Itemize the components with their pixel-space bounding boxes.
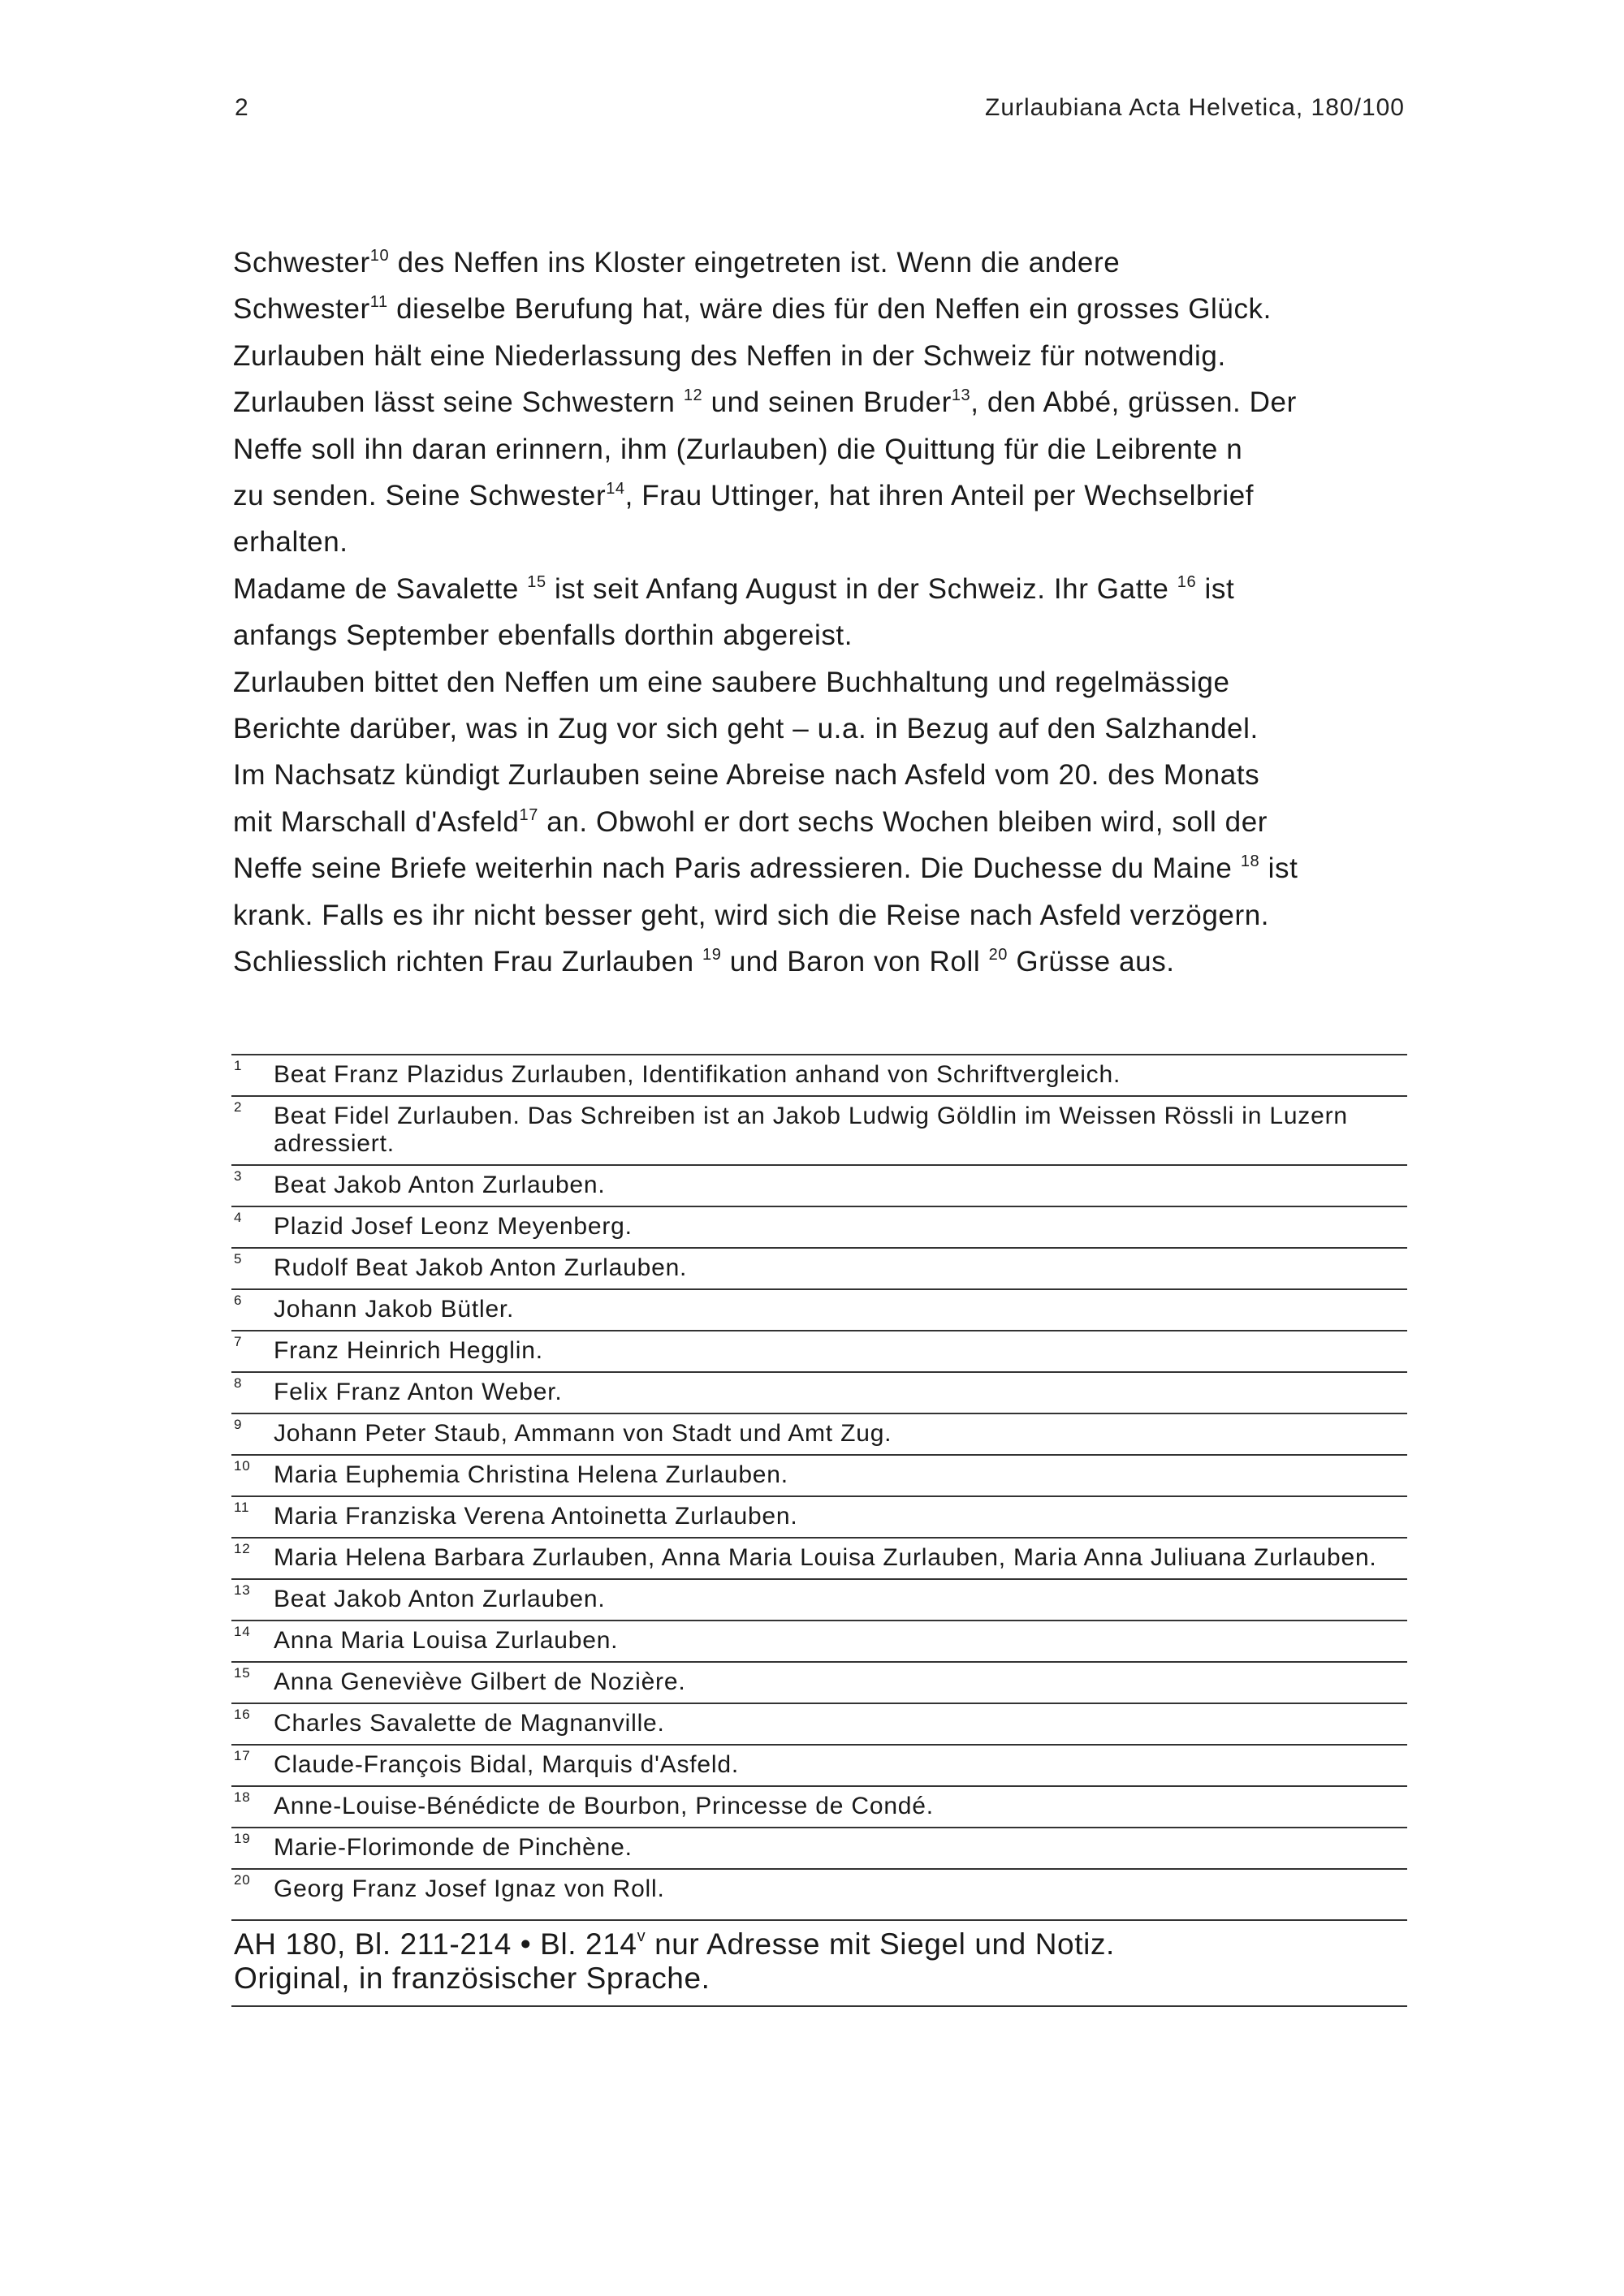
body-text: ist (1196, 572, 1235, 605)
footnote-ref[interactable]: 14 (606, 480, 625, 498)
footnote (231, 1744, 1407, 1785)
footnote (231, 1054, 1407, 1095)
body-line (233, 706, 1419, 752)
body-line (233, 426, 1419, 473)
body-text: zu senden. Seine Schwester (233, 480, 607, 512)
body-text: dieselbe Berufung hat, wäre dies für den Neffen ein grosses Glück. (387, 293, 1272, 326)
footnote-ref[interactable]: 20 (988, 946, 1009, 965)
footnote-ref[interactable]: 15 (527, 572, 546, 591)
body-text: Madame de Savalette (233, 572, 528, 605)
verso-mark: v (637, 1927, 646, 1945)
body-text: ist (1259, 852, 1298, 885)
source-line-1 (234, 1927, 1407, 1962)
footnote-text: Franz Heinrich Hegglin. (274, 1337, 543, 1364)
body-text: anfangs September ebenfalls dorthin abgereist. (233, 619, 853, 652)
body-line (233, 240, 1419, 286)
footnote-text: Beat Jakob Anton Zurlauben. (274, 1586, 606, 1612)
body-text: krank. Falls es ihr nicht besser geht, wird sich die Reise nach Asfeld verzögern. (233, 899, 1270, 931)
body-text: , Frau Uttinger, hat ihren Anteil per Wechselbrief (624, 480, 1255, 512)
footnote (231, 1454, 1407, 1495)
footnote-text: Beat Jakob Anton Zurlauben. (274, 1172, 606, 1198)
running-title: Zurlaubiana Acta Helvetica, 180/100 (985, 94, 1405, 121)
footnote-number: 1 (234, 1058, 243, 1073)
footnote-text: Georg Franz Josef Ignaz von Roll. (274, 1875, 665, 1902)
body-text: Schwester (233, 247, 370, 278)
footnote-number: 18 (234, 1789, 251, 1805)
footnote (231, 1868, 1407, 1910)
footnote-number: 5 (234, 1251, 243, 1267)
footnote (231, 1371, 1407, 1413)
footnote-text: Anna Maria Louisa Zurlauben. (274, 1627, 619, 1654)
body-text: Im Nachsatz kündigt Zurlauben seine Abreise nach Asfeld vom 20. des Monats (233, 759, 1260, 792)
body-text: Grüsse aus. (1008, 946, 1175, 978)
footnote (231, 1785, 1407, 1827)
body-line (233, 519, 1419, 565)
footnote (231, 1247, 1407, 1288)
body-text: und seinen Bruder (702, 386, 952, 419)
footnote-list (231, 1054, 1407, 1910)
body-text: Zurlauben lässt seine Schwestern (233, 386, 684, 419)
footnote-text: Maria Helena Barbara Zurlauben, Anna Maria Louisa Zurlauben, Maria Anna Juliuana Zurlauben. (274, 1544, 1377, 1571)
body-line (233, 612, 1419, 658)
footnote-text: Rudolf Beat Jakob Anton Zurlauben. (274, 1254, 688, 1281)
footnote-number: 7 (234, 1334, 243, 1349)
footnote (231, 1661, 1407, 1703)
footnote (231, 1620, 1407, 1661)
body-line (233, 752, 1419, 798)
body-line (233, 566, 1419, 612)
footnote-ref[interactable]: 18 (1240, 852, 1260, 871)
footnote (231, 1164, 1407, 1206)
footnote (231, 1578, 1407, 1620)
footnote-text: Anne-Louise-Bénédicte de Bourbon, Princesse de Condé. (274, 1793, 934, 1819)
body-line (233, 379, 1419, 425)
footnote (231, 1413, 1407, 1454)
footnote-number: 17 (234, 1748, 251, 1763)
footnote (231, 1206, 1407, 1247)
source-text: AH 180, Bl. 211-214 • Bl. 214 (234, 1927, 637, 1961)
footnote-number: 14 (234, 1624, 251, 1639)
body-text: Neffe seine Briefe weiterhin nach Paris adressieren. Die Duchesse du Maine (233, 852, 1241, 885)
body-line (233, 892, 1419, 939)
body-text: an. Obwohl er dort sechs Wochen bleiben wird, soll der (538, 805, 1268, 838)
footnote-text: Beat Franz Plazidus Zurlauben, Identifikation anhand von Schriftvergleich. (274, 1061, 1121, 1088)
body-text: Berichte darüber, was in Zug vor sich geht – u.a. in Bezug auf den Salzhandel. (233, 713, 1259, 745)
body-line (233, 286, 1419, 332)
body-line (233, 799, 1419, 845)
footnote-ref[interactable]: 19 (702, 946, 722, 965)
body-text: , den Abbé, grüssen. Der (970, 386, 1297, 419)
footnote-number: 12 (234, 1541, 251, 1556)
body-text: mit Marschall d'Asfeld (233, 805, 520, 838)
body-line (233, 473, 1419, 519)
body-text: ist seit Anfang August in der Schweiz. Ihr Gatte (546, 572, 1177, 605)
footnote-number: 4 (234, 1210, 243, 1225)
page-number: 2 (235, 94, 249, 121)
footnote-text: Felix Franz Anton Weber. (274, 1379, 563, 1405)
body-line (233, 845, 1419, 891)
footnote-text: Marie-Florimonde de Pinchène. (274, 1834, 633, 1861)
footnote-number: 13 (234, 1582, 251, 1598)
footnote-number: 20 (234, 1872, 251, 1888)
footnote (231, 1288, 1407, 1330)
footnote-text: Johann Peter Staub, Ammann von Stadt und Amt Zug. (274, 1420, 892, 1447)
footnote-number: 8 (234, 1375, 243, 1391)
footnote (231, 1827, 1407, 1868)
footnote (231, 1537, 1407, 1578)
footnote-text: Maria Euphemia Christina Helena Zurlauben. (274, 1461, 788, 1488)
footnote-number: 16 (234, 1707, 251, 1722)
footnote (231, 1095, 1407, 1164)
footnote-ref[interactable]: 13 (951, 386, 971, 405)
footnote-number: 10 (234, 1458, 251, 1474)
source-text: nur Adresse mit Siegel und Notiz. (646, 1927, 1115, 1961)
body-text: Zurlauben hält eine Niederlassung des Neffen in der Schweiz für notwendig. (233, 339, 1226, 372)
body-text: Schliesslich richten Frau Zurlauben (233, 946, 702, 978)
source-line-2: Original, in französischer Sprache. (234, 1962, 710, 1995)
source-note (231, 1919, 1407, 2007)
footnote-number: 3 (234, 1168, 243, 1184)
footnote-text: Beat Fidel Zurlauben. Das Schreiben ist an Jakob Ludwig Göldlin im Weissen Rössli in Luzern adressiert. (274, 1103, 1348, 1157)
footnote-number: 19 (234, 1831, 251, 1846)
body-text: Zurlauben bittet den Neffen um eine saubere Buchhaltung und regelmässige (233, 666, 1230, 698)
footnote (231, 1330, 1407, 1371)
footnote-text: Plazid Josef Leonz Meyenberg. (274, 1213, 633, 1240)
footnote-text: Claude-François Bidal, Marquis d'Asfeld. (274, 1751, 739, 1778)
footnote-text: Charles Savalette de Magnanville. (274, 1710, 665, 1737)
regest-body (233, 240, 1419, 986)
footnote-ref[interactable]: 10 (369, 247, 390, 265)
footnote-text: Maria Franziska Verena Antoinetta Zurlauben. (274, 1503, 798, 1530)
footnote (231, 1495, 1407, 1537)
footnote-number: 2 (234, 1099, 243, 1115)
footnote-text: Anna Geneviève Gilbert de Nozière. (274, 1668, 686, 1695)
footnote (231, 1703, 1407, 1744)
footnote-ref[interactable]: 17 (519, 805, 538, 824)
footnote-number: 9 (234, 1417, 243, 1432)
body-text: Schwester (233, 293, 370, 326)
footnote-text: Johann Jakob Bütler. (274, 1296, 515, 1323)
body-text: Neffe soll ihn daran erinnern, ihm (Zurlauben) die Quittung für die Leibrente n (233, 433, 1243, 465)
footnote-ref[interactable]: 11 (369, 293, 388, 312)
body-text: erhalten. (233, 526, 348, 559)
body-text: des Neffen ins Kloster eingetreten ist. Wenn die andere (389, 247, 1121, 278)
footnote-ref[interactable]: 12 (683, 386, 703, 405)
footnote-number: 11 (234, 1500, 250, 1515)
body-line (233, 659, 1419, 706)
footnotes (231, 1054, 1407, 2007)
body-line (233, 333, 1419, 379)
body-line (233, 939, 1419, 985)
footnote-number: 15 (234, 1665, 251, 1681)
body-text: und Baron von Roll (721, 946, 989, 978)
footnote-number: 6 (234, 1293, 243, 1308)
footnote-ref[interactable]: 16 (1177, 572, 1197, 591)
